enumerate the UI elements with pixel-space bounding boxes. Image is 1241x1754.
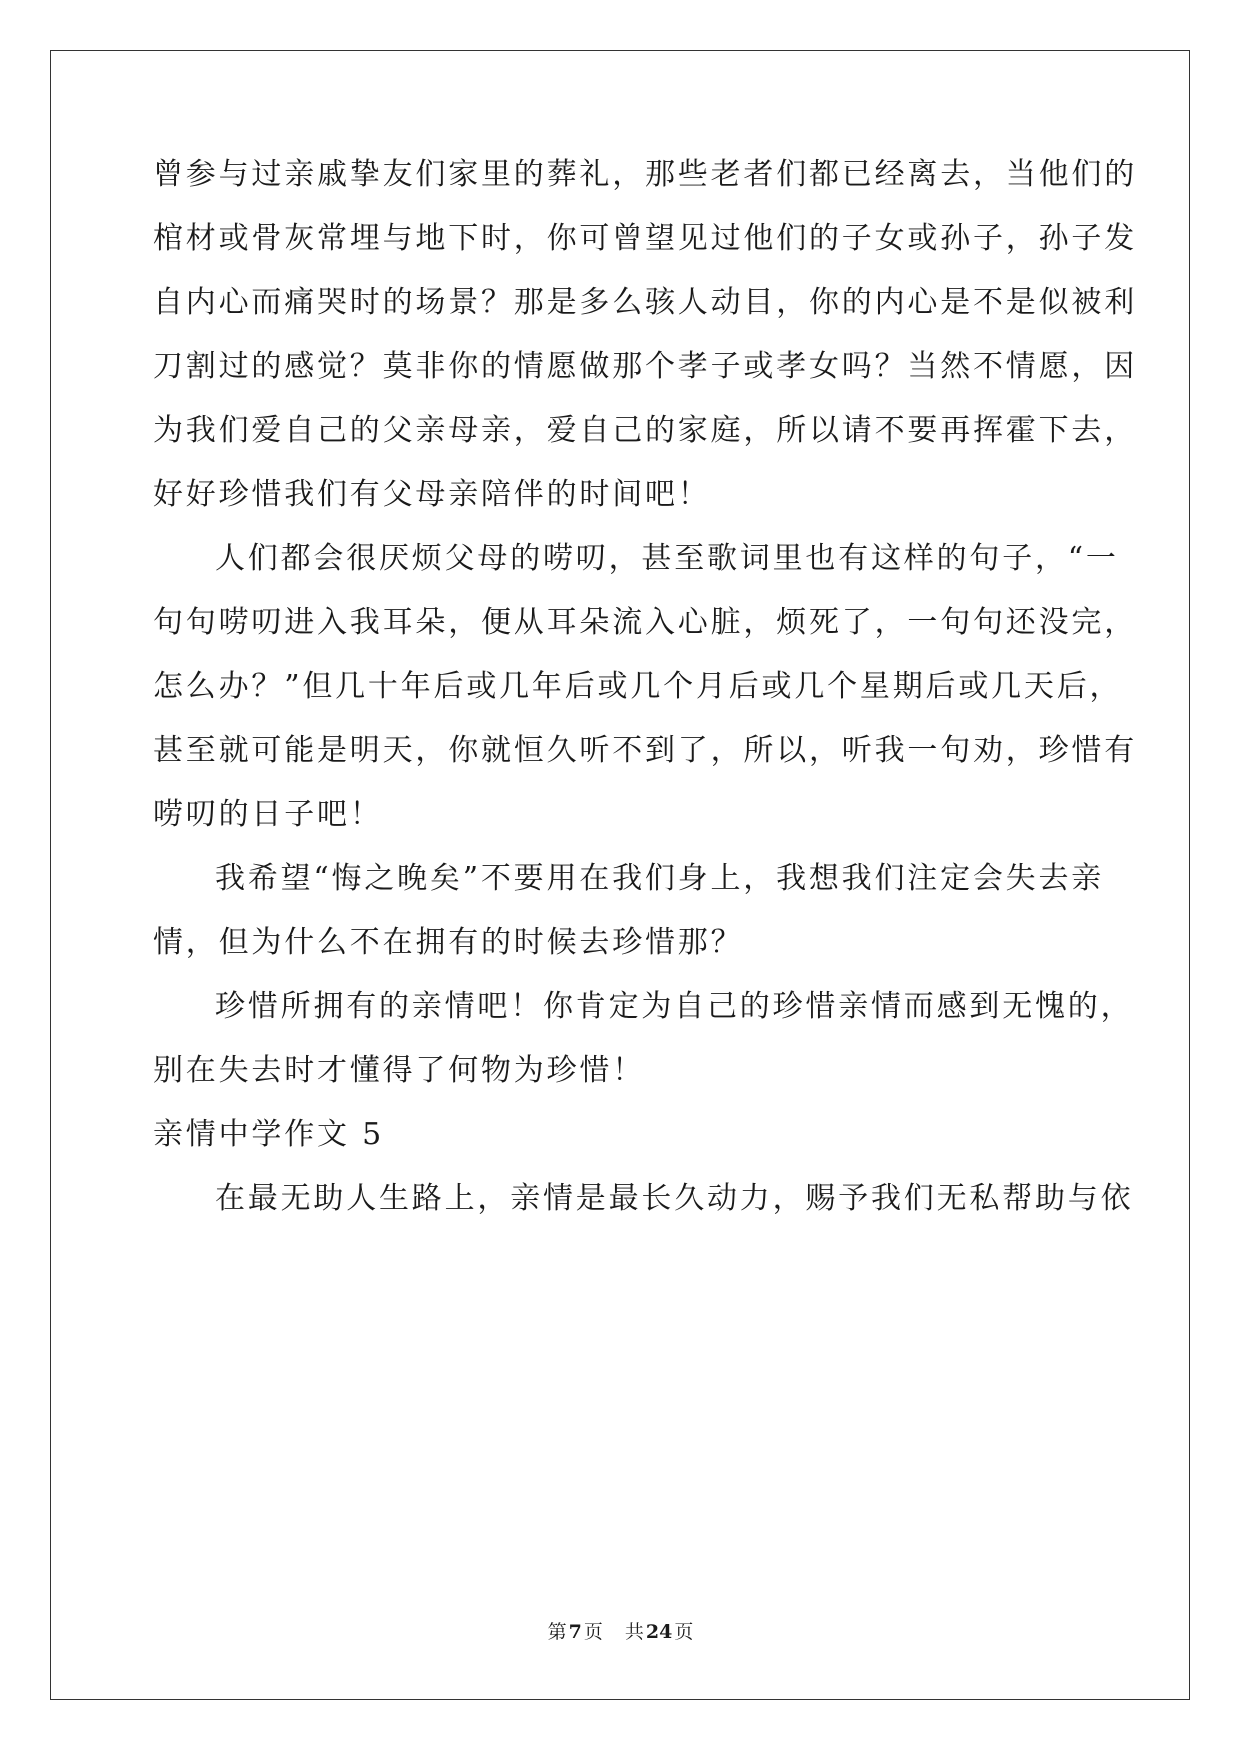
text-line: 自内心而痛哭时的场景？那是多么骇人动目，你的内心是不是似被利 [153,285,1137,320]
total-prefix: 共 [624,1621,644,1643]
total-suffix: 页 [674,1621,694,1643]
text-line: 刀割过的感觉？莫非你的情愿做那个孝子或孝女吗？当然不情愿，因 [153,349,1137,384]
paragraph-start-line: 我希望“悔之晚矣”不要用在我们身上，我想我们注定会失去亲 [215,861,1105,896]
text-line: 唠叨的日子吧！ [153,797,383,832]
text-line: 为我们爱自己的父亲母亲，爱自己的家庭，所以请不要再挥霍下去， [153,413,1137,448]
text-line: 句句唠叨进入我耳朵，便从耳朵流入心脏，烦死了，一句句还没完， [153,605,1137,640]
paragraph-start-line: 人们都会很厌烦父母的唠叨，甚至歌词里也有这样的句子，“一 [215,541,1119,576]
paragraph-start-line: 在最无助人生路上，亲情是最长久动力，赐予我们无私帮助与依 [215,1181,1134,1216]
page-footer [0,1620,1241,1644]
page-number: 7 [568,1621,582,1643]
text-line: 别在失去时才懂得了何物为珍惜！ [153,1053,645,1088]
section-heading: 亲情中学作文 5 [153,1117,385,1152]
text-line: 棺材或骨灰常埋与地下时，你可曾望见过他们的子女或孙子，孙子发 [153,221,1137,256]
text-line: 好好珍惜我们有父母亲陪伴的时间吧！ [153,477,711,512]
page-suffix: 页 [583,1621,603,1643]
paragraph-start-line: 珍惜所拥有的亲情吧！你肯定为自己的珍惜亲情而感到无愧的， [215,989,1134,1024]
text-line: 情，但为什么不在拥有的时候去珍惜那？ [153,925,744,960]
text-line: 怎么办？”但几十年后或几年后或几个月后或几个星期后或几天后， [153,669,1123,704]
text-line: 甚至就可能是明天，你就恒久听不到了，所以，听我一句劝，珍惜有 [153,733,1137,768]
total-pages: 24 [645,1621,673,1643]
text-line: 曾参与过亲戚挚友们家里的葬礼，那些老者们都已经离去，当他们的 [153,157,1137,192]
page-prefix: 第 [547,1621,567,1643]
